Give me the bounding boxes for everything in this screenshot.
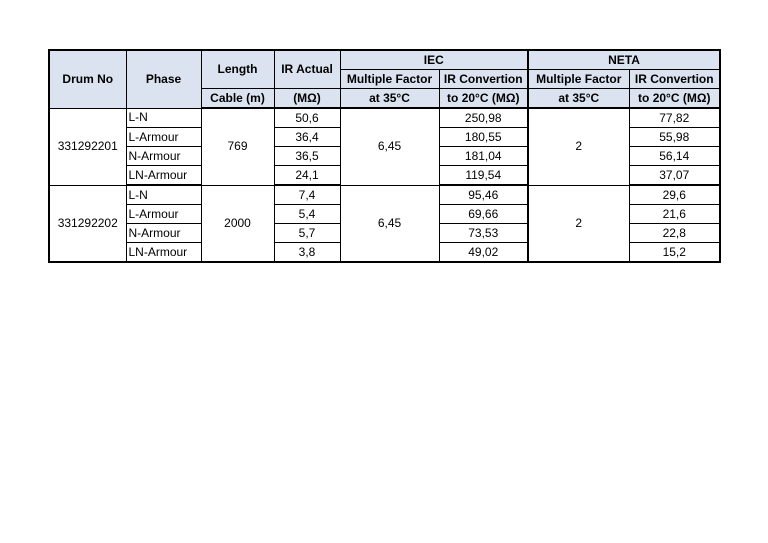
ir-actual-cell[interactable]: 3,8 (274, 243, 340, 263)
iec-ir-cell[interactable]: 119,54 (439, 166, 528, 186)
ir-actual-cell[interactable]: 7,4 (274, 185, 340, 205)
neta-ir-cell[interactable]: 22,8 (629, 224, 720, 243)
drum-no-cell[interactable]: 331292201 (49, 108, 126, 185)
ir-actual-cell[interactable]: 36,4 (274, 128, 340, 147)
neta-factor-cell[interactable]: 2 (528, 185, 629, 262)
phase-cell[interactable]: LN-Armour (126, 166, 201, 186)
phase-cell[interactable]: LN-Armour (126, 243, 201, 263)
phase-cell[interactable]: L-Armour (126, 205, 201, 224)
phase-cell[interactable]: N-Armour (126, 147, 201, 166)
neta-ir-cell[interactable]: 55,98 (629, 128, 720, 147)
iec-factor-cell[interactable]: 6,45 (340, 185, 439, 262)
phase-cell[interactable]: L-N (126, 108, 201, 128)
neta-ir-cell[interactable]: 77,82 (629, 108, 720, 128)
ir-actual-cell[interactable]: 24,1 (274, 166, 340, 186)
header-neta-ir-convertion[interactable]: IR Convertion (629, 70, 720, 89)
header-neta-ir-unit[interactable]: to 20°C (MΩ) (629, 89, 720, 109)
header-phase[interactable]: Phase (126, 50, 201, 108)
header-neta-multiple-factor[interactable]: Multiple Factor (528, 70, 629, 89)
table-row (49, 108, 720, 128)
header-iec[interactable]: IEC (340, 50, 528, 70)
table-row (49, 185, 720, 205)
phase-cell[interactable]: L-N (126, 185, 201, 205)
length-cell[interactable]: 2000 (201, 185, 274, 262)
phase-cell[interactable]: L-Armour (126, 128, 201, 147)
iec-factor-cell[interactable]: 6,45 (340, 108, 439, 185)
header-length[interactable]: Length (201, 50, 274, 89)
iec-ir-cell[interactable]: 181,04 (439, 147, 528, 166)
ir-actual-cell[interactable]: 5,7 (274, 224, 340, 243)
iec-ir-cell[interactable]: 250,98 (439, 108, 528, 128)
ir-conversion-table (48, 49, 721, 263)
header-neta-mf-temp[interactable]: at 35°C (528, 89, 629, 109)
neta-ir-cell[interactable]: 15,2 (629, 243, 720, 263)
iec-ir-cell[interactable]: 95,46 (439, 185, 528, 205)
header-iec-ir-convertion[interactable]: IR Convertion (439, 70, 528, 89)
header-iec-mf-temp[interactable]: at 35°C (340, 89, 439, 109)
length-cell[interactable]: 769 (201, 108, 274, 185)
iec-ir-cell[interactable]: 69,66 (439, 205, 528, 224)
header-ir-actual[interactable]: IR Actual (274, 50, 340, 89)
header-row-1 (49, 50, 720, 70)
neta-ir-cell[interactable]: 29,6 (629, 185, 720, 205)
ir-actual-cell[interactable]: 5,4 (274, 205, 340, 224)
neta-ir-cell[interactable]: 37,07 (629, 166, 720, 186)
iec-ir-cell[interactable]: 73,53 (439, 224, 528, 243)
neta-ir-cell[interactable]: 56,14 (629, 147, 720, 166)
header-iec-ir-unit[interactable]: to 20°C (MΩ) (439, 89, 528, 109)
header-ir-actual-unit[interactable]: (MΩ) (274, 89, 340, 109)
header-drum-no[interactable]: Drum No (49, 50, 126, 108)
neta-factor-cell[interactable]: 2 (528, 108, 629, 185)
phase-cell[interactable]: N-Armour (126, 224, 201, 243)
neta-ir-cell[interactable]: 21,6 (629, 205, 720, 224)
ir-actual-cell[interactable]: 50,6 (274, 108, 340, 128)
ir-actual-cell[interactable]: 36,5 (274, 147, 340, 166)
header-length-unit[interactable]: Cable (m) (201, 89, 274, 109)
drum-no-cell[interactable]: 331292202 (49, 185, 126, 262)
header-neta[interactable]: NETA (528, 50, 720, 70)
header-iec-multiple-factor[interactable]: Multiple Factor (340, 70, 439, 89)
iec-ir-cell[interactable]: 180,55 (439, 128, 528, 147)
iec-ir-cell[interactable]: 49,02 (439, 243, 528, 263)
